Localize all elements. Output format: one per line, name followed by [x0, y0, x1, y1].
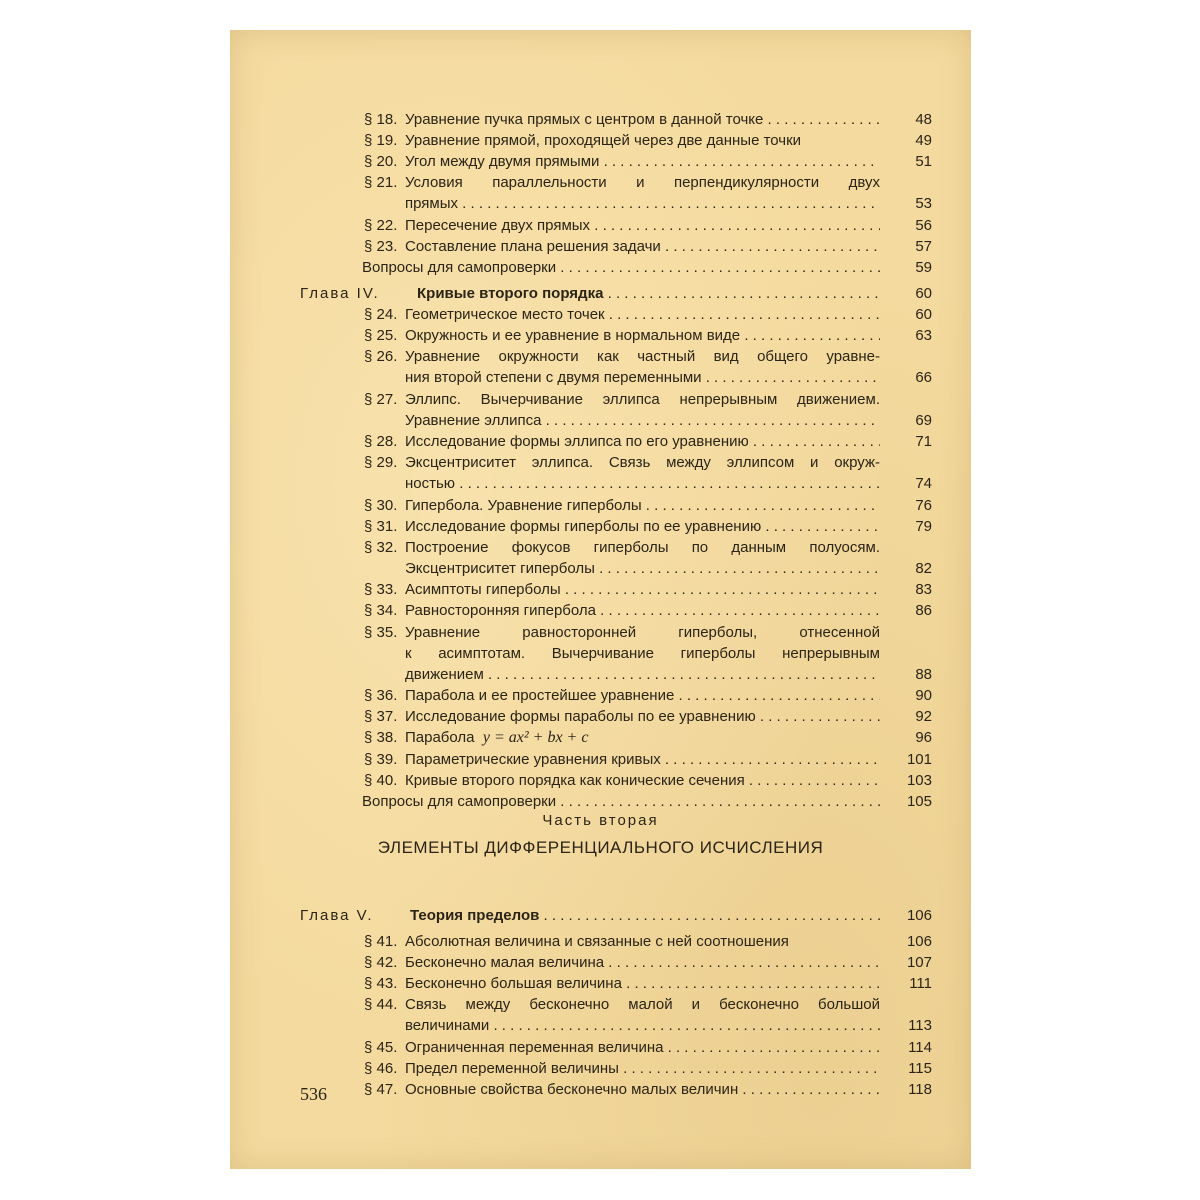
toc-entry-20: [230, 151, 971, 172]
toc-entry-28: [230, 431, 971, 452]
page-ref: 69: [915, 412, 932, 429]
section-title: Предел переменной величины . . .: [405, 1058, 880, 1079]
section-title-cont: Уравнение эллипса . . .: [405, 410, 880, 431]
part-title: ЭЛЕМЕНТЫ ДИФФЕРЕНЦИАЛЬНОГО ИСЧИСЛЕНИЯ: [377, 838, 824, 857]
section-title: Окружность и ее уравнение в нормальном виде . . .: [405, 325, 880, 346]
page-ref: 74: [915, 475, 932, 492]
toc-entry-44: [230, 994, 971, 1015]
toc-entry-47: [230, 1079, 971, 1100]
section-number: § 18.: [364, 111, 398, 128]
section-title: Уравнение равносторонней гиперболы, отнесенной: [405, 624, 880, 641]
section-title: [405, 727, 880, 748]
page-ref: 48: [915, 111, 932, 128]
section-number: § 20.: [364, 153, 398, 170]
section-number: § 28.: [364, 433, 398, 450]
toc-entry-27-cont: [230, 410, 971, 431]
page-ref: 63: [915, 327, 932, 344]
toc-entry-29: [230, 452, 971, 473]
section-title-cont: ностью . . .: [405, 473, 880, 494]
section-title: Равносторонняя гипербола . . .: [405, 600, 880, 621]
section-number: § 21.: [364, 174, 398, 191]
page-ref: 59: [915, 259, 932, 276]
section-title: Асимптоты гиперболы . . .: [405, 579, 880, 600]
toc-entry-37: [230, 706, 971, 727]
section-number: § 27.: [364, 391, 398, 408]
page-ref: 107: [906, 954, 932, 971]
toc-entry-18: [230, 109, 971, 130]
page-ref: 83: [915, 581, 932, 598]
toc-entry-35-cont2: [230, 664, 971, 685]
toc-entry-review-3: [230, 257, 971, 278]
page-ref: 111: [909, 975, 932, 992]
section-title: Уравнение прямой, проходящей через две данные точки: [405, 132, 802, 149]
section-title: Построение фокусов гиперболы по данным полуосям.: [405, 539, 880, 556]
section-title: Уравнение окружности как частный вид общего уравне-: [405, 348, 880, 365]
page-ref: 60: [915, 285, 932, 302]
page-ref: 115: [908, 1060, 932, 1077]
section-title: Связь между бесконечно малой и бесконечно большой: [405, 996, 880, 1013]
toc-entry-29-cont: [230, 473, 971, 494]
section-title-cont: прямых . . .: [405, 193, 880, 214]
section-title: Составление плана решения задачи . . .: [405, 236, 880, 257]
section-number: § 38.: [364, 729, 398, 746]
page-ref: 106: [906, 933, 932, 950]
section-number: § 26.: [364, 348, 398, 365]
section-number: § 25.: [364, 327, 398, 344]
section-title: Бесконечно большая величина . . .: [405, 973, 880, 994]
section-number: § 30.: [364, 497, 398, 514]
toc-entry-22: [230, 215, 971, 236]
chapter-title: Теория пределов . . .: [410, 905, 880, 926]
section-title-cont: Эксцентриситет гиперболы . . .: [405, 558, 880, 579]
toc-entry-46: [230, 1058, 971, 1079]
section-title: Кривые второго порядка как конические сечения . . .: [405, 770, 880, 791]
page-ref: 90: [915, 687, 932, 704]
toc-entry-40: [230, 770, 971, 791]
section-title-cont: величинами . . .: [405, 1015, 880, 1036]
page-ref: 88: [915, 666, 932, 683]
section-number: § 23.: [364, 238, 398, 255]
page-ref: 96: [915, 729, 932, 746]
table-of-contents: [230, 30, 971, 1169]
section-title: Условия параллельности и перпендикулярности двух: [405, 174, 880, 191]
section-number: § 34.: [364, 602, 398, 619]
page-ref: 103: [906, 772, 932, 789]
section-number: § 46.: [364, 1060, 398, 1077]
section-number: § 24.: [364, 306, 398, 323]
section-title: Исследование формы эллипса по его уравнению . . .: [405, 431, 880, 452]
toc-entry-38: [230, 727, 971, 748]
page-ref: 86: [915, 602, 932, 619]
section-title: Параметрические уравнения кривых . . .: [405, 749, 880, 770]
page-ref: 105: [906, 793, 932, 810]
parabola-formula: y = ax² + bx + c: [482, 729, 589, 746]
toc-entry-25: [230, 325, 971, 346]
section-title-cont: ния второй степени с двумя переменными . . .: [405, 367, 880, 388]
section-title: Вопросы для самопроверки . . .: [362, 791, 880, 812]
chapter-4-heading: [230, 283, 971, 304]
toc-entry-39: [230, 749, 971, 770]
page-ref: 71: [915, 433, 932, 450]
section-title: Эксцентриситет эллипса. Связь между эллипсом и окруж-: [405, 454, 880, 471]
page-ref: 114: [908, 1039, 932, 1056]
toc-entry-41: [230, 931, 971, 952]
toc-entry-24: [230, 304, 971, 325]
section-number: § 32.: [364, 539, 398, 556]
chapter-label: Глава IV.: [300, 285, 380, 302]
toc-entry-35-cont: [230, 643, 971, 664]
toc-entry-21: [230, 172, 971, 193]
section-title: Абсолютная величина и связанные с ней соотношения: [405, 933, 789, 950]
toc-entry-19: [230, 130, 971, 151]
page-ref: 49: [915, 132, 932, 149]
section-title: Гипербола. Уравнение гиперболы . . .: [405, 495, 880, 516]
section-title-cont: к асимптотам. Вычерчивание гиперболы непрерывным: [405, 645, 880, 662]
section-number: § 22.: [364, 217, 398, 234]
page-ref: 60: [915, 306, 932, 323]
section-number: § 42.: [364, 954, 398, 971]
section-number: § 35.: [364, 624, 398, 641]
toc-entry-26-cont: [230, 367, 971, 388]
section-title: Исследование формы гиперболы по ее уравнению . . .: [405, 516, 880, 537]
page-ref: 79: [915, 518, 932, 535]
book-page: [230, 30, 971, 1169]
section-title-cont: движением . . .: [405, 664, 880, 685]
section-title: Исследование формы параболы по ее уравнению . . .: [405, 706, 880, 727]
section-number: § 44.: [364, 996, 398, 1013]
toc-entry-32-cont: [230, 558, 971, 579]
page-ref: 66: [915, 369, 932, 386]
toc-entry-43: [230, 973, 971, 994]
section-number: § 43.: [364, 975, 398, 992]
toc-entry-44-cont: [230, 1015, 971, 1036]
toc-entry-31: [230, 516, 971, 537]
toc-entry-review-4: [230, 791, 971, 812]
page-ref: 56: [915, 217, 932, 234]
toc-entry-23: [230, 236, 971, 257]
toc-entry-36: [230, 685, 971, 706]
page-ref: 57: [915, 238, 932, 255]
section-title: Основные свойства бесконечно малых величин . . .: [405, 1079, 880, 1100]
section-title: Пересечение двух прямых . . .: [405, 215, 880, 236]
section-number: § 33.: [364, 581, 398, 598]
toc-entry-27: [230, 389, 971, 410]
section-number: § 45.: [364, 1039, 398, 1056]
section-number: § 40.: [364, 772, 398, 789]
toc-entry-21-cont: [230, 193, 971, 214]
section-title-text: Парабола: [405, 729, 475, 746]
toc-entry-45: [230, 1037, 971, 1058]
section-title: Вопросы для самопроверки . . .: [362, 257, 880, 278]
section-title: Геометрическое место точек . . .: [405, 304, 880, 325]
page-ref: 106: [906, 907, 932, 924]
chapter-title: Кривые второго порядка . . .: [417, 283, 880, 304]
section-number: § 47.: [364, 1081, 398, 1098]
page-ref: 92: [915, 708, 932, 725]
section-title: Уравнение пучка прямых с центром в данной точке . . .: [405, 109, 880, 130]
page-ref: 76: [915, 497, 932, 514]
toc-entry-42: [230, 952, 971, 973]
toc-entry-32: [230, 537, 971, 558]
section-number: § 39.: [364, 751, 398, 768]
page-ref: 113: [908, 1017, 932, 1034]
section-number: § 37.: [364, 708, 398, 725]
page-ref: 53: [915, 195, 932, 212]
toc-entry-33: [230, 579, 971, 600]
section-number: § 31.: [364, 518, 398, 535]
page-ref: 51: [915, 153, 932, 170]
section-title: Бесконечно малая величина . . .: [405, 952, 880, 973]
page-ref: 82: [915, 560, 932, 577]
part-label: Часть вторая: [542, 812, 659, 829]
section-title: Ограниченная переменная величина . . .: [405, 1037, 880, 1058]
page-number: 536: [300, 1084, 327, 1104]
chapter-5-heading: [230, 905, 971, 926]
section-number: § 36.: [364, 687, 398, 704]
toc-entry-30: [230, 495, 971, 516]
section-title: Угол между двумя прямыми . . .: [405, 151, 880, 172]
chapter-label: Глава V.: [300, 907, 374, 924]
section-number: § 41.: [364, 933, 398, 950]
toc-entry-34: [230, 600, 971, 621]
section-number: § 19.: [364, 132, 398, 149]
section-title: Эллипс. Вычерчивание эллипса непрерывным движением.: [405, 391, 880, 408]
toc-entry-26: [230, 346, 971, 367]
page-ref: 101: [906, 751, 932, 768]
section-number: § 29.: [364, 454, 398, 471]
toc-entry-35: [230, 622, 971, 643]
section-title: Парабола и ее простейшее уравнение . . .: [405, 685, 880, 706]
page-ref: 118: [908, 1081, 932, 1098]
